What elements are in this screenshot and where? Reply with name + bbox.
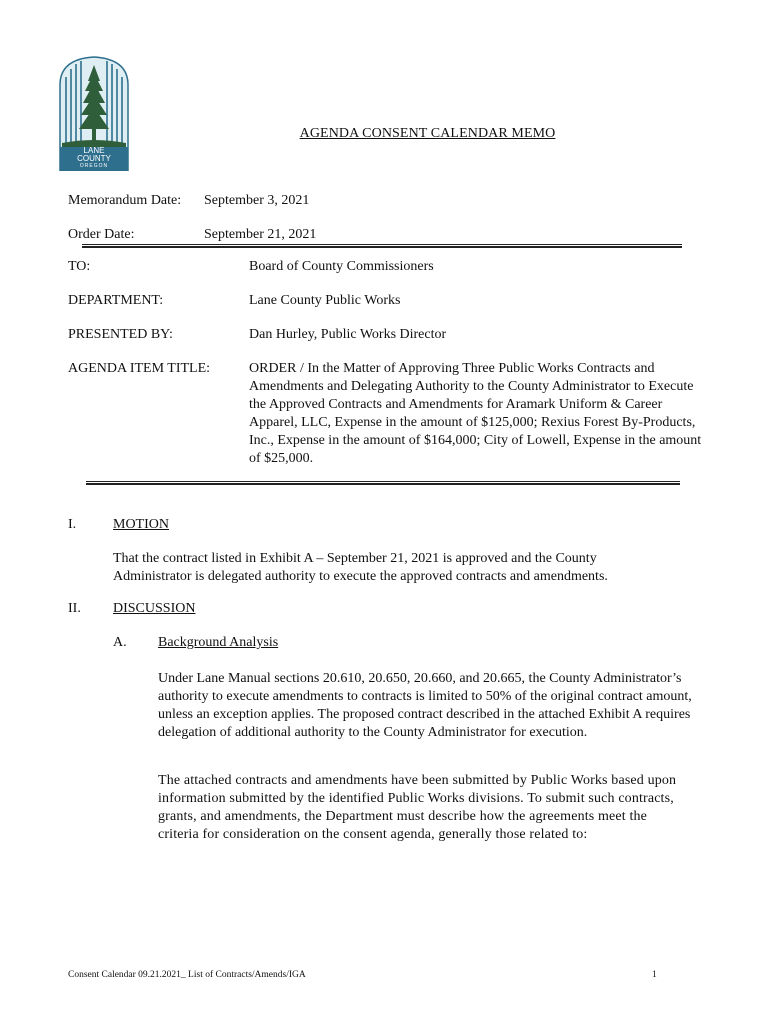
- background-paragraph-2: The attached contracts and amendments have been submitted by Public Works based upon information submitted by the identified Public Works divisions. To submit such contracts, grants, and amendments, the Department must describe how the agreements meet the criteria for consideration on the consent agenda, generally those related to:: [158, 773, 677, 842]
- order-date-value: September 21, 2021: [204, 227, 317, 242]
- memo-title: AGENDA CONSENT CALENDAR MEMO: [299, 126, 556, 141]
- to-label: TO:: [68, 259, 91, 274]
- lane-county-logo: [58, 55, 130, 171]
- subsection-a-letter: A.: [113, 635, 127, 650]
- divider-top: [82, 244, 682, 248]
- presented-by-value: Dan Hurley, Public Works Director: [249, 327, 447, 342]
- logo-text-oregon: OREGON: [79, 163, 109, 169]
- agenda-item-title-label: AGENDA ITEM TITLE:: [68, 361, 211, 376]
- background-paragraph-1: Under Lane Manual sections 20.610, 20.650, 20.660, and 20.665, the County Administrator’s authority to execute amendments to contracts is limited to 50% of the original contract amount, unless an exception applies. The proposed contract described in the attached Exhibit A requires delegation of additional authority to the County Administrator for execution.: [158, 671, 692, 740]
- logo-text-lane: LANE: [83, 146, 105, 155]
- section-1-heading: MOTION: [113, 517, 169, 532]
- presented-by-label: PRESENTED BY:: [68, 327, 173, 342]
- order-date-label: Order Date:: [68, 227, 135, 242]
- subsection-a-heading: Background Analysis: [158, 635, 279, 650]
- page-number: 1: [652, 970, 657, 980]
- memo-date-value: September 3, 2021: [204, 193, 310, 208]
- to-value: Board of County Commissioners: [249, 259, 434, 274]
- footer-filename: Consent Calendar 09.21.2021_ List of Contracts/Amends/IGA: [68, 970, 306, 980]
- logo-text-county: COUNTY: [77, 154, 111, 163]
- section-1-number: I.: [68, 517, 77, 532]
- divider-bottom: [86, 481, 680, 485]
- section-2-heading: DISCUSSION: [113, 601, 196, 616]
- department-value: Lane County Public Works: [249, 293, 401, 308]
- agenda-item-title-value: ORDER / In the Matter of Approving Three Public Works Contracts and Amendments and Delegating Authority to the County Administrator to Execute the Approved Contracts and Amendments for Aramark Uniform & Career Apparel, LLC, Expense in the amount of $125,000; Rexius Forest By-Products, Inc., Expense in the amount of $164,000; City of Lowell, Expense in the amount of $25,000.: [249, 361, 702, 466]
- section-2-number: II.: [68, 601, 81, 616]
- motion-text: That the contract listed in Exhibit A – September 21, 2021 is approved and the County Administrator is delegated authority to execute the approved contracts and amendments.: [113, 551, 608, 584]
- department-label: DEPARTMENT:: [68, 293, 164, 308]
- memo-date-label: Memorandum Date:: [68, 193, 182, 208]
